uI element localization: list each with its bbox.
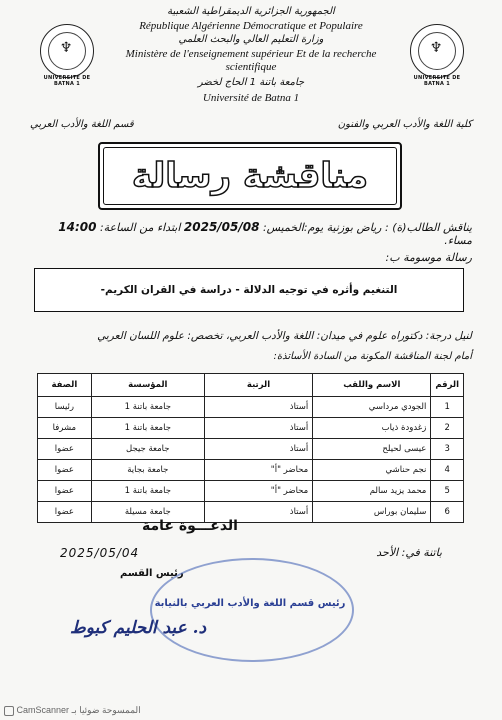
row-role: مشرفا: [38, 418, 92, 439]
table-row: [38, 481, 464, 502]
logo-caption: UNIVERSITE DE BATNA 1: [413, 75, 461, 87]
row-rank: أستاذ: [204, 502, 312, 523]
thesis-title: التنغيم وأثره في توجيه الدلالة - دراسة في القران الكريم-: [100, 284, 398, 296]
logo-emblem-icon: ♆: [59, 40, 73, 56]
place-date: 2025/05/04: [60, 546, 140, 560]
row-institution: جامعة مسيلة: [91, 502, 204, 523]
table-row: [38, 460, 464, 481]
scanner-footer: [4, 705, 141, 716]
scanner-caption: الممسوحة ضوئيا بـ: [71, 705, 141, 715]
row-institution: جامعة جيجل: [91, 439, 204, 460]
header-num: الرقم: [431, 374, 464, 397]
student-name: رياض بوزنية: [326, 221, 382, 234]
scanner-icon: [4, 706, 14, 716]
row-role: رئيسا: [38, 397, 92, 418]
row-role: عضوا: [38, 502, 92, 523]
ministry-fr-line-1: Ministère de l'enseignement supérieur Et de la recherche: [125, 48, 377, 60]
row-role: عضوا: [38, 481, 92, 502]
signature-name: د. عبد الحليم كبوط: [70, 618, 207, 638]
row-num: 5: [431, 481, 464, 502]
row-role: عضوا: [38, 460, 92, 481]
defense-date: 2025/05/08: [183, 220, 260, 234]
row-rank: محاضر "أ": [204, 460, 312, 481]
row-rank: أستاذ: [204, 439, 312, 460]
row-name: نجم حناشي: [313, 460, 431, 481]
logo-caption: UNIVERSITE DE BATNA 1: [43, 75, 91, 87]
day-label: يوم:: [303, 221, 324, 234]
document-title: مناقشة رسالة: [131, 156, 369, 196]
header-institution: المؤسسة: [91, 374, 204, 397]
row-num: 1: [431, 397, 464, 418]
row-name: زغدودة ذياب: [313, 418, 431, 439]
row-rank: محاضر "أ": [204, 481, 312, 502]
period-label: مساء.: [444, 234, 472, 247]
day-value: الخميس: [266, 221, 304, 234]
jury-intro: أمام لجنة المناقشة المكونة من السادة الأساتذة:: [273, 351, 472, 362]
defense-line: يناقش الطالب(ة) : رياض بوزنية يوم:الخميس: 2025/05/08 ابتداء من الساعة: 14:00 مساء.: [58, 220, 472, 247]
republic-ar: الجمهورية الجزائرية الديمقراطية الشعبية: [167, 6, 335, 17]
row-num: 4: [431, 460, 464, 481]
row-rank: أستاذ: [204, 397, 312, 418]
university-logo-left: [40, 24, 94, 87]
row-name: الجودي مرداسي: [313, 397, 431, 418]
scanner-name: CamScanner: [16, 705, 70, 715]
row-num: 2: [431, 418, 464, 439]
time-label: ابتداء من الساعة:: [99, 221, 181, 234]
title-box: [98, 142, 402, 210]
table-row: [38, 439, 464, 460]
jury-table: [37, 373, 464, 523]
table-row: [38, 418, 464, 439]
row-rank: أستاذ: [204, 418, 312, 439]
row-role: عضوا: [38, 439, 92, 460]
degree-line: لنيل درجة: دكتوراه علوم في ميدان: اللغة والأدب العربي، تخصص: علوم اللسان العربي: [97, 330, 472, 342]
row-num: 3: [431, 439, 464, 460]
ministry-ar: وزارة التعليم العالي والبحث العلمي: [178, 34, 324, 45]
signature-title: رئيس القسم: [120, 568, 184, 579]
invitation-text: الدعـــوة عامة: [142, 518, 238, 534]
university-logo-right: [410, 24, 464, 87]
stamp-text: رئيس قسم اللغة والأدب العربي بالنيابة: [154, 598, 346, 609]
row-institution: جامعة باتنة 1: [91, 481, 204, 502]
table-row: [38, 397, 464, 418]
header-role: الصفة: [38, 374, 92, 397]
place-date-label: باتنة في: الأحد: [376, 546, 442, 559]
row-name: عيسى لحيلح: [313, 439, 431, 460]
university-ar: جامعة باتنة 1 الحاج لخضر: [197, 77, 305, 88]
thesis-title-box: [34, 268, 464, 312]
ministry-fr-line-2: scientifique: [225, 61, 277, 73]
republic-fr: République Algérienne Démocratique et Populaire: [139, 20, 363, 32]
header-name: الاسم واللقب: [313, 374, 431, 397]
department-label: قسم اللغة والأدب العربي: [30, 119, 134, 130]
row-institution: جامعة باتنة 1: [91, 397, 204, 418]
row-institution: جامعة باتنة 1: [91, 418, 204, 439]
header-rank: الرتبة: [204, 374, 312, 397]
row-name: محمد يزيد سالم: [313, 481, 431, 502]
faculty-label: كلية اللغة والأدب العربي والفنون: [337, 119, 472, 130]
defense-time: 14:00: [58, 220, 97, 234]
university-fr: Université de Batna 1: [202, 92, 300, 104]
row-institution: جامعة بجاية: [91, 460, 204, 481]
row-name: سليمان بوراس: [313, 502, 431, 523]
logo-emblem-icon: ♆: [429, 40, 443, 56]
jury-table-header: [38, 374, 464, 397]
department-stamp: [150, 558, 354, 662]
row-num: 6: [431, 502, 464, 523]
thesis-label: رسالة موسومة ب:: [385, 251, 472, 264]
defense-label: يناقش الطالب(ة) :: [385, 221, 472, 234]
